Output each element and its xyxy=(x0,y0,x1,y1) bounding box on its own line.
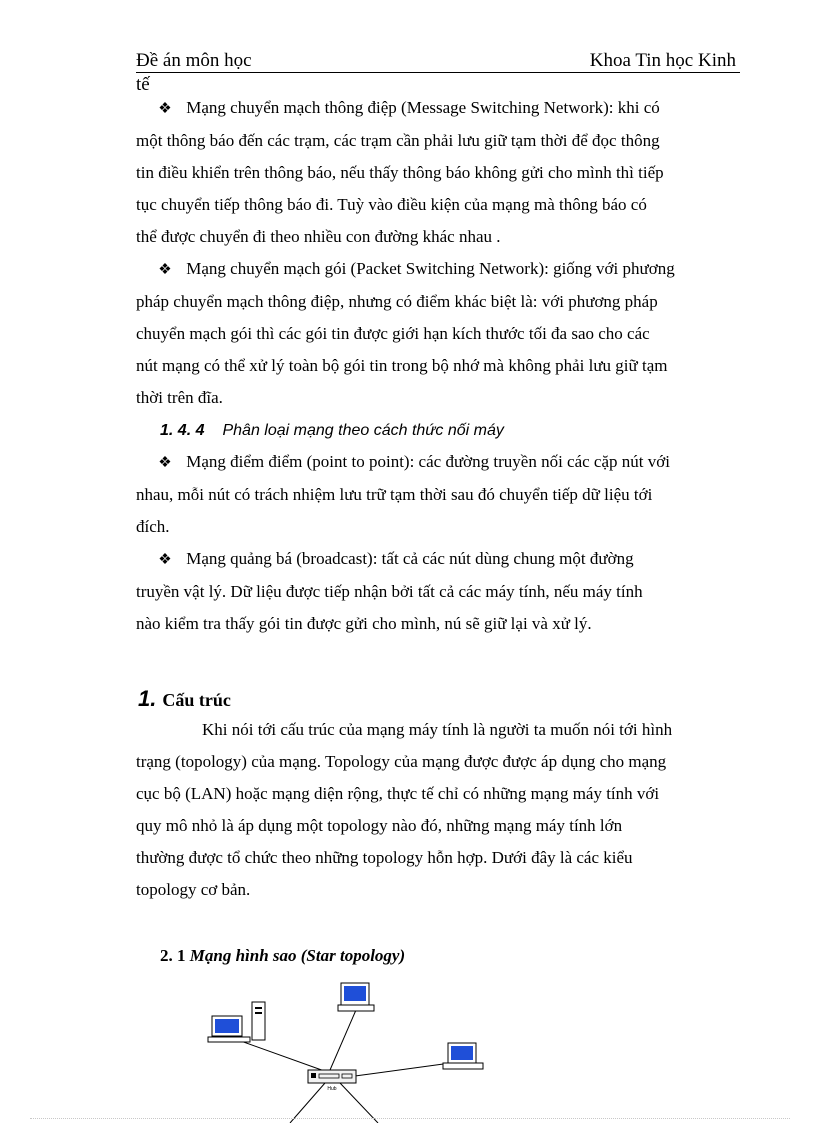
link-bottom-right xyxy=(340,1083,378,1123)
header-wrap: tế xyxy=(136,74,150,95)
text-line: trạng (topology) của mạng. Topology của mạng được được áp dụng cho mạng xyxy=(136,752,667,771)
page-bottom-border xyxy=(30,1118,790,1119)
text-line: truyền vật lý. Dữ liệu được tiếp nhận bởi tất cả các máy tính, nếu máy tính xyxy=(136,582,643,601)
text-line: chuyển mạch gói thì các gói tin được giới hạn kích thước tối đa sao cho các xyxy=(136,324,650,343)
paragraph-broadcast xyxy=(136,543,740,640)
text-line: thường được tổ chức theo những topology hỗn hợp. Dưới đây là các kiểu xyxy=(136,848,633,867)
text-line: một thông báo đến các trạm, các trạm cần phải lưu giữ tạm thời để đọc thông xyxy=(136,131,660,150)
text-line: nút mạng có thể xử lý toàn bộ gói tin trong bộ nhớ mà không phải lưu giữ tạm xyxy=(136,356,668,375)
screen xyxy=(215,1019,239,1033)
computer-top-icon xyxy=(338,983,374,1011)
text-line: Mạng quảng bá (broadcast): tất cả các nút dùng chung một đường xyxy=(186,549,634,568)
text-line: tin điều khiển trên thông báo, nếu thấy thông báo không gửi cho mình thì tiếp xyxy=(136,163,664,182)
text-line: pháp chuyển mạch thông điệp, nhưng có điểm khác biệt là: với phương pháp xyxy=(136,292,658,311)
text-line: nào kiểm tra thấy gói tin được gửi cho mình, nú sẽ giữ lại và xử lý. xyxy=(136,614,592,633)
screen xyxy=(451,1046,473,1060)
text-line: Mạng chuyển mạch gói (Packet Switching Network): giống với phương xyxy=(186,259,675,278)
subsection2-title: Mạng hình sao (Star topology) xyxy=(189,946,406,965)
diamond-bullet-icon: ❖ xyxy=(158,455,172,471)
text-line: Khi nói tới cấu trúc của mạng máy tính là người ta muốn nói tới hình xyxy=(202,720,673,739)
text-line: đích. xyxy=(136,517,170,536)
text-line: Mạng chuyển mạch thông điệp (Message Switching Network): khi có xyxy=(186,98,660,117)
network-links xyxy=(238,1010,458,1123)
text-line: cục bộ (LAN) hoặc mạng diện rộng, thực tế chỉ có những mạng máy tính với xyxy=(136,784,660,803)
section-number: 1. xyxy=(138,686,157,711)
paragraph-point-to-point xyxy=(136,446,740,543)
subsection2-number: 2. 1 xyxy=(160,946,186,965)
paragraph-message-switching xyxy=(136,92,740,253)
screen xyxy=(344,986,366,1001)
section-heading xyxy=(138,686,231,712)
text-line: topology cơ bản. xyxy=(136,880,251,899)
star-topology-diagram xyxy=(190,980,510,1123)
paragraph-packet-switching xyxy=(136,253,740,414)
subsection-number: 1. 4. 4 xyxy=(160,422,205,439)
text-line: quy mô nhỏ là áp dụng một topology nào đó, những mạng máy tính lớn xyxy=(136,816,623,835)
subsection2-heading xyxy=(160,946,405,966)
hub-label: Hub xyxy=(327,1086,337,1092)
link-left xyxy=(238,1040,330,1073)
text-line: thời trên đĩa. xyxy=(136,388,223,407)
diamond-bullet-icon: ❖ xyxy=(158,101,172,117)
subsection-title: Phân loại mạng theo cách thức nối máy xyxy=(222,422,504,439)
subsection-heading xyxy=(160,422,504,440)
diamond-bullet-icon: ❖ xyxy=(158,262,172,278)
link-top xyxy=(330,1010,356,1070)
header-right: Khoa Tin học Kinh xyxy=(589,50,736,71)
text-line: nhau, mỗi nút có trách nhiệm lưu trữ tạm thời sau đó chuyển tiếp dữ liệu tới xyxy=(136,485,653,504)
paragraph-structure xyxy=(136,714,740,906)
computer-left-icon xyxy=(208,1002,265,1042)
section-title: Cấu trúc xyxy=(162,690,231,710)
hub-icon xyxy=(308,1070,356,1092)
header-left: Đề án môn học xyxy=(136,50,252,71)
text-line: tục chuyển tiếp thông báo đi. Tuỳ vào điều kiện của mạng mà thông báo có xyxy=(136,195,647,214)
page-header xyxy=(136,48,740,73)
computer-right-icon xyxy=(443,1043,483,1069)
diamond-bullet-icon: ❖ xyxy=(158,552,172,568)
text-line: Mạng điểm điểm (point to point): các đường truyền nối các cặp nút với xyxy=(186,452,670,471)
text-line: thể được chuyển đi theo nhiều con đường khác nhau . xyxy=(136,227,501,246)
link-bottom-left xyxy=(290,1083,325,1123)
